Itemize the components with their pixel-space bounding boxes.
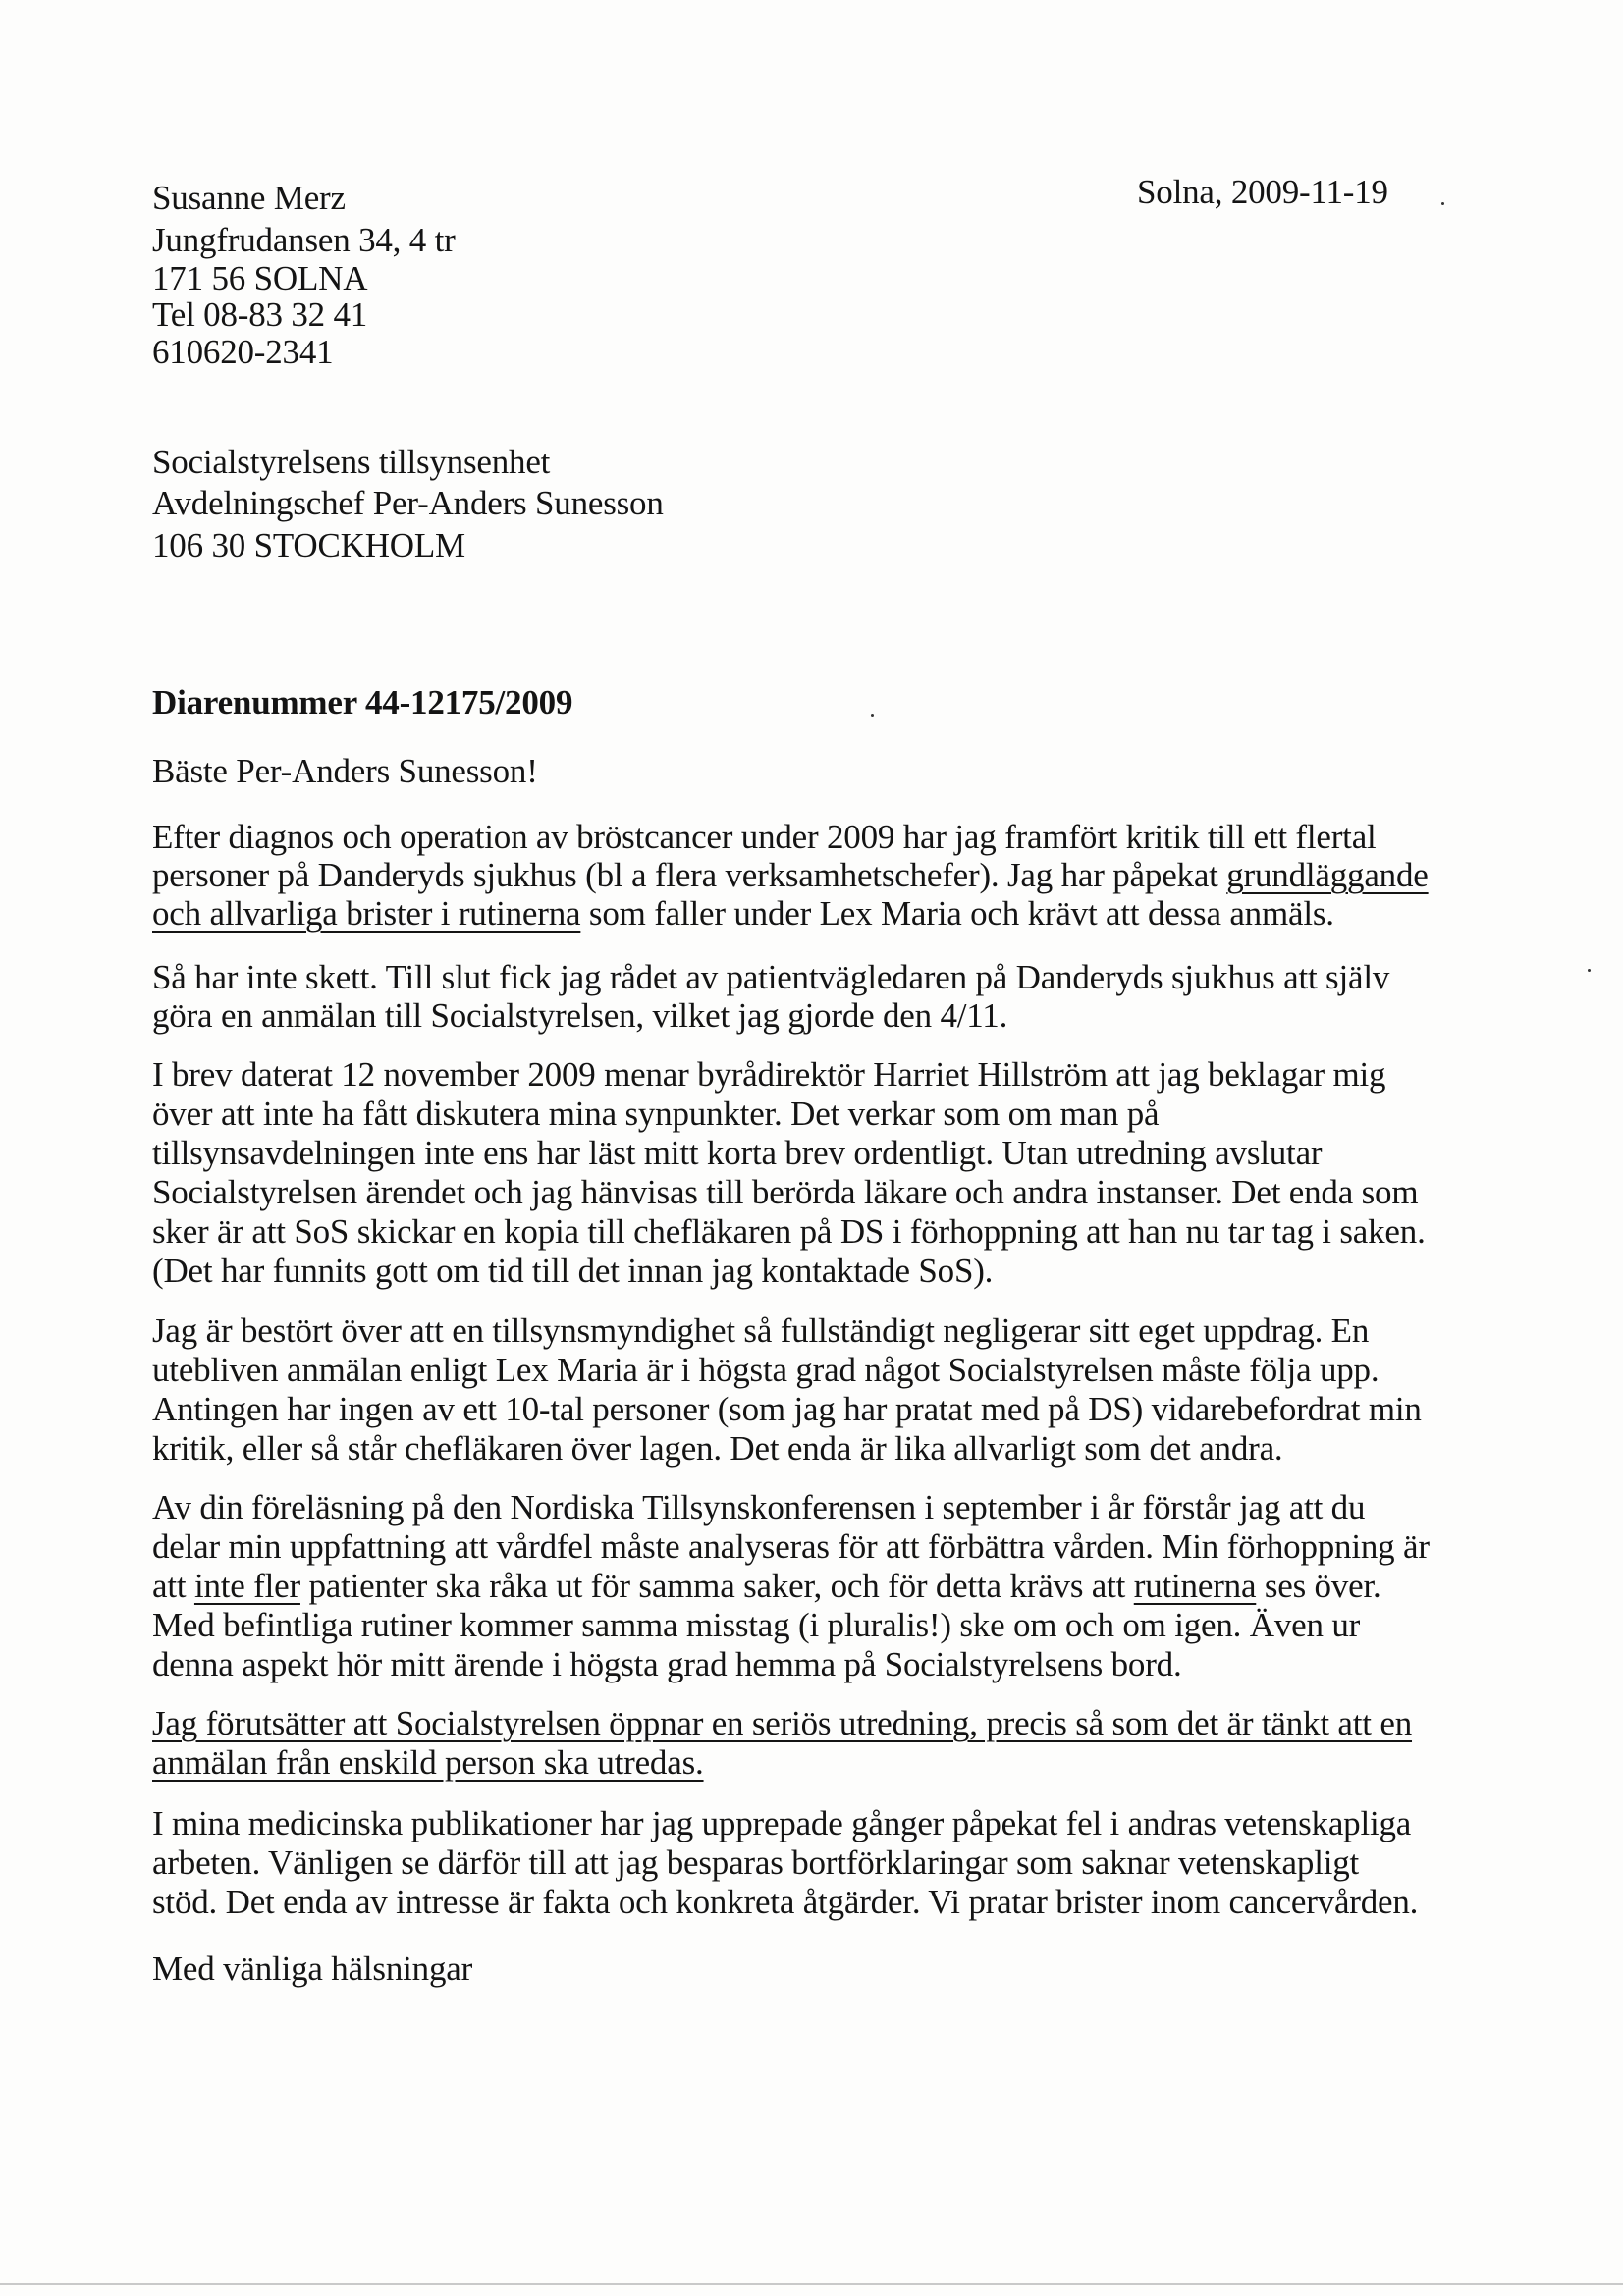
scan-speck: [871, 714, 874, 717]
text-line: I brev daterat 12 november 2009 menar byrådirektör Harriet Hillström att jag beklagar mig: [152, 1055, 1386, 1094]
text-line: över att inte ha fått diskutera mina synpunkter. Det verkar som om man på: [152, 1095, 1160, 1133]
scan-speck: [1441, 202, 1444, 205]
underlined-text: anmälan från enskild person ska utredas.: [152, 1743, 704, 1782]
sender-phone: Tel 08-83 32 41: [152, 295, 368, 334]
text-line: Efter diagnos och operation av bröstcancer under 2009 har jag framfört kritik till ett flertal: [152, 818, 1377, 856]
text-line: kritik, eller så står chefläkaren över lagen. Det enda är lika allvarligt som det andra.: [152, 1429, 1283, 1468]
text-line: delar min uppfattning att vårdfel måste analyseras för att förbättra vården. Min förhoppning är: [152, 1527, 1430, 1566]
underlined-text: Jag förutsätter att Socialstyrelsen öppnar en seriös utredning, precis så som det är tänkt att en: [152, 1704, 1413, 1742]
underlined-text: och allvarliga brister i rutinerna: [152, 894, 581, 933]
recipient-postal: 106 30 STOCKHOLM: [152, 526, 465, 564]
text-segment: att: [152, 1567, 194, 1605]
text-segment: patienter ska råka ut för samma saker, och för detta krävs att: [299, 1567, 1134, 1605]
recipient-person: Avdelningschef Per-Anders Sunesson: [152, 484, 664, 522]
sender-street: Jungfrudansen 34, 4 tr: [152, 221, 456, 259]
text-line: Socialstyrelsen ärendet och jag hänvisas till berörda läkare och andra instanser. Det enda som: [152, 1173, 1419, 1211]
text-line: tillsynsavdelningen inte ens har läst mitt korta brev ordentligt. Utan utredning avslutar: [152, 1134, 1323, 1172]
text-line: Antingen har ingen av ett 10-tal personer (som jag har pratat med på DS) vidarebefordrat min: [152, 1390, 1422, 1428]
text-line: [152, 1569, 1381, 1603]
salutation: Bäste Per-Anders Sunesson!: [152, 752, 538, 790]
underlined-text: grundläggande: [1226, 856, 1429, 894]
scan-edge: [0, 2283, 1623, 2285]
text-line: Jag är bestört över att en tillsynsmyndighet så fullständigt negligerar sitt eget uppdrag. En: [152, 1311, 1370, 1350]
text-segment: ses över.: [1256, 1567, 1381, 1605]
text-line: (Det har funnits gott om tid till det innan jag kontaktade SoS).: [152, 1252, 994, 1290]
text-line: Så har inte skett. Till slut fick jag rådet av patientvägledaren på Danderyds sjukhus att själv: [152, 958, 1390, 996]
text-line: [152, 896, 1334, 931]
text-line: sker är att SoS skickar en kopia till chefläkaren på DS i förhoppning att han nu tar tag i saken.: [152, 1212, 1426, 1251]
text-line: denna aspekt hör mitt ärende i högsta grad hemma på Socialstyrelsens bord.: [152, 1645, 1182, 1683]
text-segment: personer på Danderyds sjukhus (bl a flera verksamhetschefer). Jag har påpekat: [152, 856, 1227, 894]
text-line: Av din föreläsning på den Nordiska Tillsynskonferensen i september i år förstår jag att du: [152, 1488, 1366, 1526]
subject-line: Diarenummer 44-12175/2009: [152, 683, 573, 721]
sender-postal: 171 56 SOLNA: [152, 259, 368, 297]
sender-id-number: 610620-2341: [152, 333, 334, 371]
text-line: arbeten. Vänligen se därför till att jag besparas bortförklaringar som saknar vetenskapligt: [152, 1843, 1360, 1882]
text-line: Med befintliga rutiner kommer samma misstag (i pluralis!) ske om och om igen. Även ur: [152, 1606, 1361, 1644]
text-line: I mina medicinska publikationer har jag upprepade gånger påpekat fel i andras vetenskapliga: [152, 1804, 1412, 1842]
underlined-text: rutinerna: [1133, 1567, 1257, 1605]
underlined-text: inte fler: [193, 1567, 300, 1605]
recipient-org: Socialstyrelsens tillsynsenhet: [152, 443, 551, 481]
text-line: [152, 858, 1429, 892]
closing: Med vänliga hälsningar: [152, 1949, 473, 1988]
scan-speck: [1588, 969, 1591, 972]
text-segment: som faller under Lex Maria och krävt att dessa anmäls.: [580, 894, 1334, 933]
place-date: Solna, 2009-11-19: [1137, 173, 1388, 211]
sender-name: Susanne Merz: [152, 179, 346, 217]
text-line: göra en anmälan till Socialstyrelsen, vilket jag gjorde den 4/11.: [152, 996, 1008, 1035]
text-line: utebliven anmälan enligt Lex Maria är i högsta grad något Socialstyrelsen måste följa upp.: [152, 1351, 1380, 1389]
text-line: stöd. Det enda av intresse är fakta och konkreta åtgärder. Vi pratar brister inom cancervården.: [152, 1883, 1419, 1921]
